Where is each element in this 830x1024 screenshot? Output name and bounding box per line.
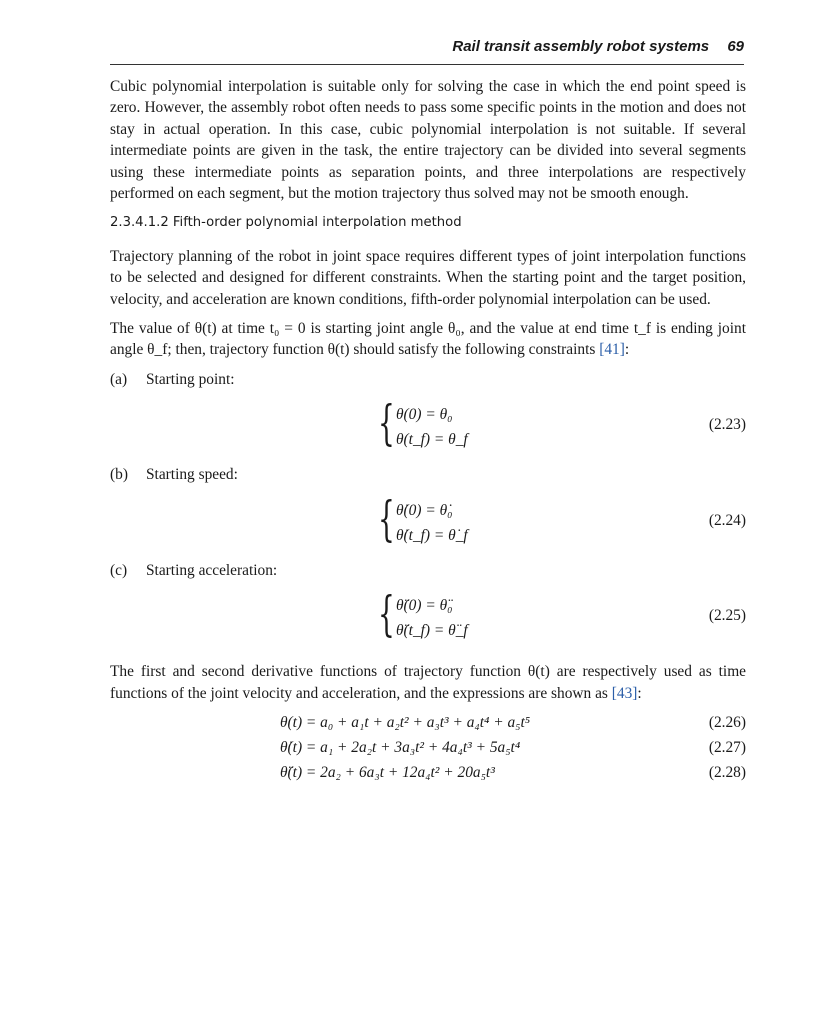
running-header [110,38,744,65]
citation-43[interactable]: [43] [611,684,638,702]
item-text: Starting speed: [146,466,238,484]
item-label: (a) [110,370,128,388]
equation-number: (2.24) [708,511,746,529]
equation-2-24 [110,490,746,552]
eq-line: θ(t_f) = θ_f [396,431,468,449]
paragraph-4 [110,661,746,704]
constraint-item-a [110,369,746,390]
paragraph-3-text: The value of θ(t) at time t₀ = 0 is starting joint angle θ₀, and the value at end time t_f is ending joint angle θ_f; then, trajectory function θ(t) should satisfy the following constraints [110,320,746,359]
equation-number: (2.23) [708,416,746,434]
polynomial-equations [110,712,746,790]
eq-line: θ(0) = θ₀ [396,406,453,424]
equation-2-25 [110,586,746,647]
page-body [110,76,746,790]
paragraph-4-text: The first and second derivative functions of trajectory function θ(t) are respectively used as time functions of the joint velocity and acceleration, and the expressions are shown as [110,663,746,702]
eq-line: θ̈(t_f) = θ̈_f [396,622,468,640]
equation-2-26: θ(t) = a₀ + a₁t + a₂t² + a₃t³ + a₄t⁴ + a₅t⁵ [280,713,531,731]
paragraph-1: Cubic polynomial interpolation is suitable only for solving the case in which the end point speed is zero. However, the assembly robot often needs to pass some specific points in the motion and does not stay in actual operation. In this case, cubic polynomial interpolation is not suitable. If several intermediate points are given in the task, the entire trajectory can be divided into several segments using these intermediate points as separation points, and three interpolations are respectively performed on each segment, but the motion trajectory thus solved may not be smooth enough. [110,78,746,203]
citation-41[interactable]: [41] [599,341,625,359]
eq-line: θ̇(t_f) = θ̇_f [396,526,468,544]
header-title: Rail transit assembly robot systems [452,38,710,55]
item-label: (b) [110,466,128,484]
paragraph-3 [110,318,746,361]
equation-number: (2.25) [708,607,746,625]
paragraph-3-end: : [624,341,630,359]
item-text: Starting point: [146,370,235,388]
eq-line: θ̈(0) = θ̈₀ [396,597,453,615]
left-brace: { [378,586,395,643]
left-brace: { [378,395,395,452]
constraint-item-c [110,560,746,581]
paragraph-4-end: : [637,684,642,702]
equation-2-28: θ̈(t) = 2a₂ + 6a₃t + 12a₄t² + 20a₅t³ [280,763,495,781]
item-text: Starting acceleration: [146,561,278,579]
page-number: 69 [727,38,744,55]
eq-line: θ̇(0) = θ̇₀ [396,501,453,519]
constraint-item-b [110,464,746,485]
equation-number: (2.27) [708,738,746,756]
equation-number: (2.26) [708,713,746,731]
left-brace: { [378,490,395,547]
paragraph-2: Trajectory planning of the robot in joint space requires different types of joint interpolation functions to be selected and designed for different constraints. When the starting point and the target position, velocity, and acceleration are known conditions, fifth-order polynomial interpolation can be used. [110,247,746,308]
item-label: (c) [110,561,128,579]
section-subheading: 2.3.4.1.2 Fifth-order polynomial interpolation method [110,215,462,231]
equation-2-27: θ̇(t) = a₁ + 2a₂t + 3a₃t² + 4a₄t³ + 5a₅t⁴ [280,738,521,756]
equation-2-23 [110,395,746,456]
equation-number: (2.28) [708,763,746,781]
